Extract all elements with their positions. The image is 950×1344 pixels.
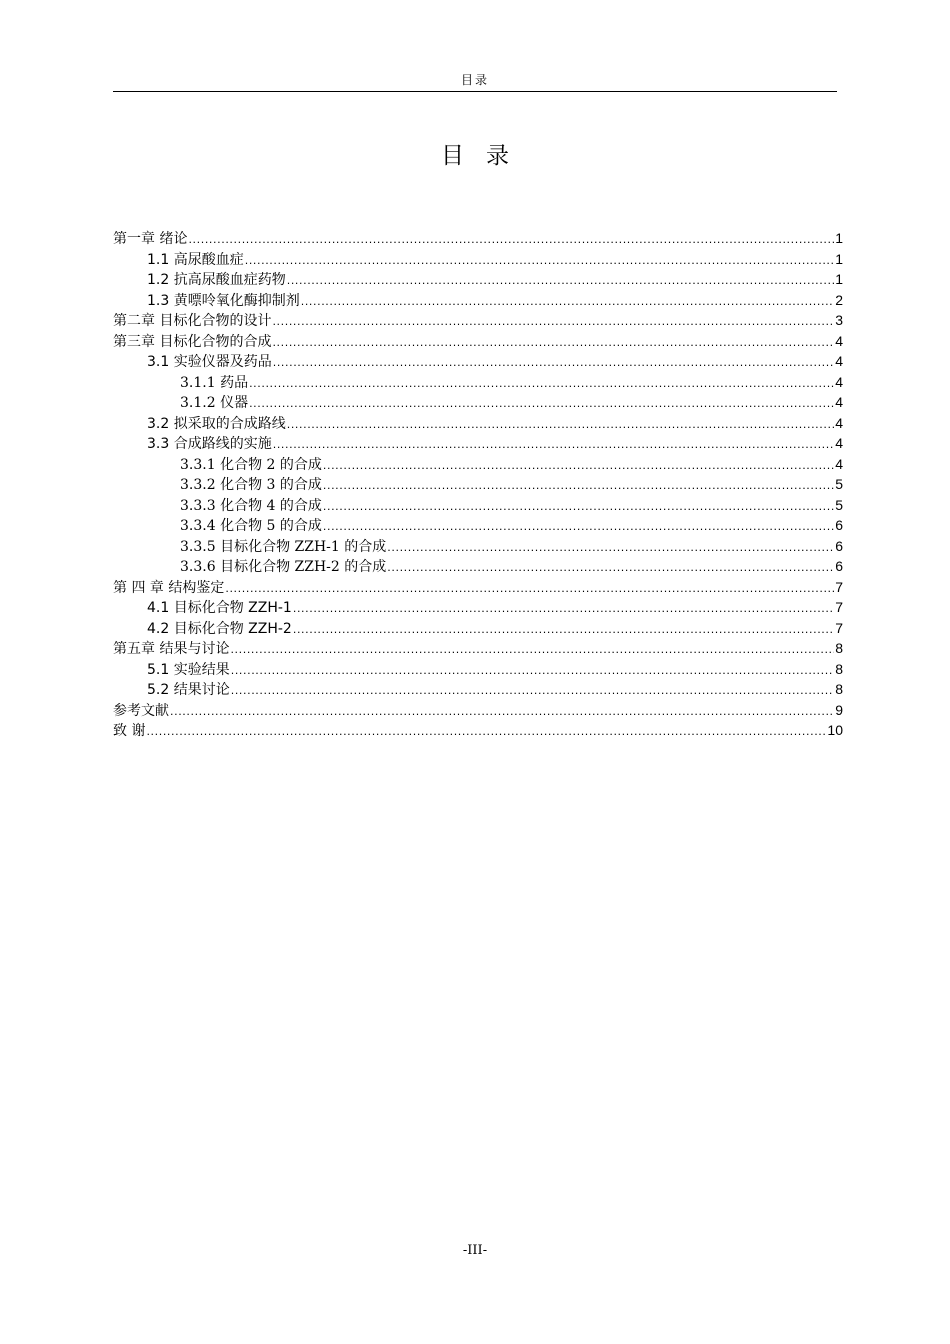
- toc-leader-dots: [301, 292, 834, 311]
- toc-entry[interactable]: [113, 454, 843, 475]
- toc-entry[interactable]: [113, 515, 843, 536]
- toc-leader-dots: [225, 579, 834, 598]
- toc-entry[interactable]: [113, 290, 843, 311]
- toc-entry[interactable]: [113, 249, 843, 270]
- toc-page-number: 9: [835, 701, 843, 718]
- page-title: 目录: [441, 143, 531, 169]
- toc-entry[interactable]: [113, 228, 843, 249]
- toc-entry-label: 第二章 目标化合物的设计: [113, 313, 272, 329]
- toc-entry-label: 1.1 高尿酸血症: [147, 251, 244, 268]
- toc-entry[interactable]: [113, 310, 843, 331]
- toc-page-number: 4: [835, 435, 843, 451]
- toc-page-number: 6: [835, 537, 843, 554]
- toc-entry-label: 3.1 实验仪器及药品: [147, 354, 272, 370]
- toc-page-number: 6: [835, 517, 843, 533]
- toc-entry[interactable]: [113, 372, 843, 393]
- toc-entry[interactable]: [113, 351, 843, 372]
- toc-entry-label: 3.2 拟采取的合成路线: [147, 415, 286, 432]
- toc-page-number: 7: [835, 578, 843, 595]
- toc-entry-label: 1.2 抗高尿酸血症药物: [147, 272, 286, 288]
- toc-entry[interactable]: [113, 433, 843, 454]
- toc-leader-dots: [231, 681, 834, 700]
- toc-leader-dots: [323, 476, 834, 495]
- toc-page-number: 4: [835, 455, 843, 472]
- toc-entry[interactable]: [113, 556, 843, 577]
- toc-entry-label: 3.3.5 目标化合物 ZZH-1 的合成: [180, 538, 387, 555]
- toc-page-number: 4: [835, 332, 843, 349]
- toc-entry-label: 4.2 目标化合物 ZZH-2: [147, 620, 292, 637]
- toc-leader-dots: [273, 353, 834, 372]
- toc-entry-label: 第一章 绪论: [113, 231, 188, 247]
- toc-page-number: 1: [835, 271, 843, 287]
- toc-entry-label: 3.1.1 药品: [180, 374, 249, 391]
- toc-entry[interactable]: [113, 331, 843, 352]
- toc-page-number: 1: [835, 250, 843, 267]
- toc-page-number: 7: [835, 619, 843, 636]
- toc-leader-dots: [287, 271, 834, 290]
- toc-entry-label: 5.1 实验结果: [147, 661, 230, 678]
- toc-page-number: 6: [835, 558, 843, 574]
- toc-page-number: 10: [827, 722, 843, 738]
- toc-page-number: 5: [835, 476, 843, 492]
- toc-leader-dots: [249, 394, 834, 413]
- toc-page-number: 4: [835, 394, 843, 410]
- toc-leader-dots: [293, 599, 834, 618]
- toc-page-number: 8: [835, 681, 843, 697]
- toc-entry[interactable]: [113, 577, 843, 598]
- toc-entry[interactable]: [113, 474, 843, 495]
- running-header: 目录: [113, 70, 837, 92]
- toc-leader-dots: [170, 702, 834, 721]
- toc-leader-dots: [387, 538, 834, 557]
- toc-leader-dots: [287, 415, 834, 434]
- toc-entry-label: 参考文献: [113, 702, 169, 719]
- toc-leader-dots: [272, 312, 834, 331]
- toc-leader-dots: [230, 640, 834, 659]
- toc-entry-label: 3.3.4 化合物 5 的合成: [180, 518, 322, 534]
- toc-leader-dots: [146, 722, 826, 741]
- toc-leader-dots: [272, 333, 834, 352]
- toc-leader-dots: [293, 620, 834, 639]
- page-number-footer: -III-: [462, 1243, 488, 1258]
- toc-entry-label: 3.3 合成路线的实施: [147, 436, 272, 452]
- toc-entry[interactable]: [113, 269, 843, 290]
- toc-page-number: 1: [835, 230, 843, 246]
- toc-page-number: 8: [835, 640, 843, 656]
- toc-entry-label: 第五章 结果与讨论: [113, 641, 230, 657]
- toc-leader-dots: [188, 230, 834, 249]
- toc-entry[interactable]: [113, 536, 843, 557]
- toc-leader-dots: [323, 517, 834, 536]
- toc-entry[interactable]: [113, 638, 843, 659]
- toc-page-number: 8: [835, 660, 843, 677]
- toc-leader-dots: [387, 558, 834, 577]
- toc-entry-label: 3.1.2 仪器: [180, 395, 249, 411]
- toc-entry[interactable]: [113, 720, 843, 741]
- table-of-contents: [113, 228, 843, 741]
- toc-entry-label: 1.3 黄嘌呤氧化酶抑制剂: [147, 292, 300, 309]
- toc-entry-label: 致 谢: [113, 723, 146, 739]
- toc-entry-label: 5.2 结果讨论: [147, 682, 230, 698]
- toc-entry[interactable]: [113, 413, 843, 434]
- toc-page-number: 2: [835, 291, 843, 308]
- toc-page-number: 4: [835, 353, 843, 369]
- toc-entry[interactable]: [113, 700, 843, 721]
- toc-entry-label: 第三章 目标化合物的合成: [113, 333, 272, 350]
- toc-entry-label: 3.3.1 化合物 2 的合成: [180, 456, 322, 473]
- toc-entry-label: 3.3.3 化合物 4 的合成: [180, 497, 322, 514]
- toc-leader-dots: [273, 435, 834, 454]
- toc-page-number: 5: [835, 496, 843, 513]
- toc-leader-dots: [323, 456, 834, 475]
- toc-entry[interactable]: [113, 495, 843, 516]
- toc-leader-dots: [245, 251, 834, 270]
- toc-page-number: 4: [835, 373, 843, 390]
- toc-page-number: 3: [835, 312, 843, 328]
- toc-entry[interactable]: [113, 597, 843, 618]
- toc-leader-dots: [249, 374, 834, 393]
- toc-entry-label: 3.3.6 目标化合物 ZZH-2 的合成: [180, 559, 387, 575]
- toc-entry[interactable]: [113, 618, 843, 639]
- toc-entry-label: 第 四 章 结构鉴定: [113, 579, 225, 596]
- toc-entry[interactable]: [113, 659, 843, 680]
- toc-entry-label: 4.1 目标化合物 ZZH-1: [147, 600, 292, 616]
- toc-leader-dots: [231, 661, 834, 680]
- toc-entry-label: 3.3.2 化合物 3 的合成: [180, 477, 322, 493]
- toc-leader-dots: [323, 497, 834, 516]
- toc-page-number: 4: [835, 414, 843, 431]
- toc-page-number: 7: [835, 599, 843, 615]
- toc-entry[interactable]: [113, 679, 843, 700]
- toc-entry[interactable]: [113, 392, 843, 413]
